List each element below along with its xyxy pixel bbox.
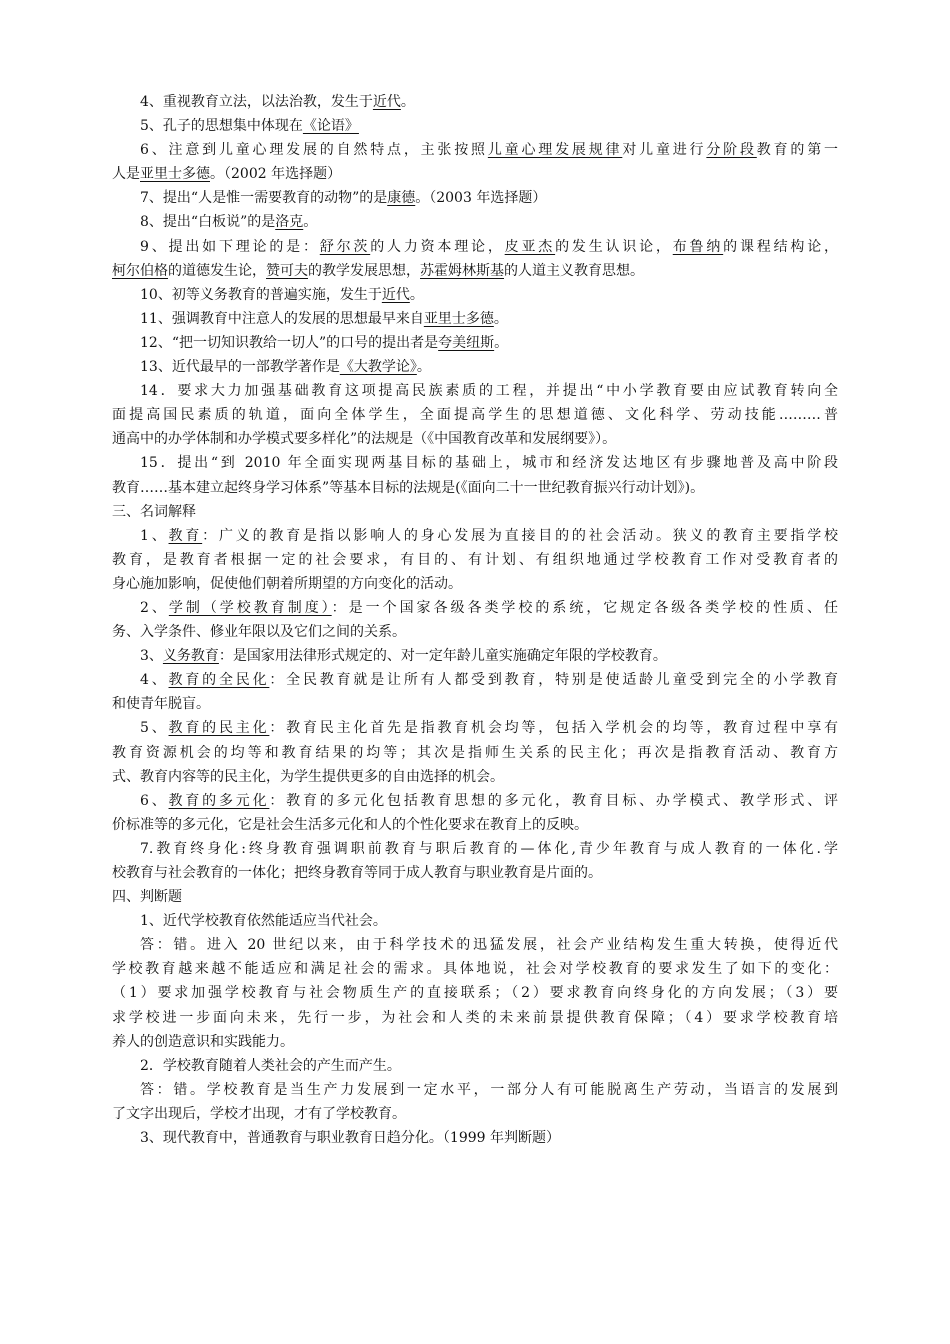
underlined-term: 教育的民主化 xyxy=(168,720,270,737)
text-segment: 教育……基本建立起终身学习体系”等基本目标的法规是(《面向二十一世纪教育振兴行动计划》)。 xyxy=(112,479,705,496)
underlined-term: 学制（学校教育制度） xyxy=(168,599,332,616)
text-line xyxy=(112,644,838,668)
text-segment: 对儿童进行 xyxy=(622,142,707,159)
text-line xyxy=(112,1030,838,1054)
underlined-term: 皮亚杰 xyxy=(504,238,556,255)
text-segment: 。（2003 年选择题） xyxy=(415,190,547,207)
text-line xyxy=(112,1006,838,1030)
text-segment: 4、 xyxy=(140,672,169,689)
text-line xyxy=(112,427,838,451)
underlined-term: 分阶段 xyxy=(706,142,757,159)
text-segment: 5、 xyxy=(140,720,169,737)
text-segment: 3、 xyxy=(140,648,163,665)
text-segment: 7、提出“人是惟一需要教育的动物”的是 xyxy=(140,190,388,207)
text-segment: 2、 xyxy=(140,599,169,616)
text-line xyxy=(112,403,838,427)
underlined-term: 洛克 xyxy=(275,214,304,231)
text-segment: ：广义的教育是指以影响人的身心发展为直接目的的社会活动。狭义的教育主要指学校 xyxy=(202,527,839,544)
text-segment: 四、判断题 xyxy=(112,889,182,906)
text-segment: 的教学发展思想， xyxy=(308,262,420,279)
text-line xyxy=(112,162,838,186)
text-line xyxy=(112,355,838,379)
text-segment: 和使青年脱盲。 xyxy=(112,696,210,713)
text-segment: 13、近代最早的一部教学著作是 xyxy=(140,359,340,376)
underlined-term: 《大教学论》 xyxy=(339,359,417,376)
text-segment: 校教育与社会教育的一体化；把终身教育等同于成人教育与职业教育是片面的。 xyxy=(112,865,602,881)
text-segment: 答：错。学校教育是当生产力发展到一定水平，一部分人有可能脱离生产劳动，当语言的发展到 xyxy=(140,1081,838,1098)
text-segment: 。 xyxy=(494,334,509,351)
text-line xyxy=(112,620,838,644)
text-line xyxy=(112,235,838,259)
text-segment: 11、强调教育中注意人的发展的思想最早来自 xyxy=(140,310,424,327)
underlined-term: 苏霍姆林斯基 xyxy=(420,262,504,279)
underlined-term: 布鲁纳 xyxy=(672,238,724,255)
text-segment: ：全民教育就是让所有人都受到教育，特别是使适龄儿童受到完全的小学教育 xyxy=(269,672,838,689)
text-line xyxy=(112,476,838,500)
text-line xyxy=(112,283,838,307)
underlined-term: 《论语》 xyxy=(302,118,359,135)
text-segment: 的人道主义教育思想。 xyxy=(504,262,644,279)
text-line xyxy=(112,331,838,355)
text-line xyxy=(112,90,838,114)
text-line xyxy=(112,692,838,716)
text-segment: 12、“把一切知识教给一切人”的口号的提出者是 xyxy=(140,334,439,351)
text-segment: 8、提出“白板说”的是 xyxy=(140,214,276,231)
text-segment: 的课程结构论， xyxy=(723,238,839,255)
text-line xyxy=(112,861,838,885)
text-segment: 9、提出如下理论的是： xyxy=(140,238,320,255)
underlined-term: 儿童心理发展规律 xyxy=(487,142,623,159)
text-segment: 10、初等义务教育的普遍实施，发生于 xyxy=(140,286,382,303)
text-line xyxy=(112,500,838,524)
text-segment: 三、名词解释 xyxy=(112,503,196,520)
text-line xyxy=(112,1126,838,1150)
text-segment: 教育，是教育者根据一定的社会要求，有目的、有计划、有组织地通过学校教育工作对受教育者的 xyxy=(112,551,838,568)
document-page xyxy=(112,90,838,1150)
text-segment: 15．提出“到 2010 年全面实现两基目标的基础上，城市和经济发达地区有步骤地普及高中阶段 xyxy=(140,455,838,472)
text-line xyxy=(112,379,838,403)
text-segment: 面提高国民素质的轨道，面向全体学生，全面提高学生的思想道德、文化科学、劳动技能………普 xyxy=(112,407,838,424)
text-line xyxy=(112,114,838,138)
underlined-term: 近代 xyxy=(372,94,401,110)
text-segment: 。 xyxy=(416,359,431,376)
text-segment: 1、近代学校教育依然能适应当代社会。 xyxy=(140,913,387,930)
text-segment: 4、重视教育立法，以法治教，发生于 xyxy=(140,94,373,110)
underlined-term: 夸美纽斯 xyxy=(438,334,495,351)
underlined-term: 义务教育 xyxy=(162,648,219,665)
underlined-term: 舒尔茨 xyxy=(319,238,371,255)
text-segment: 6、 xyxy=(140,792,169,809)
underlined-term: 亚里士多德 xyxy=(423,310,494,327)
text-segment: 式、教育内容等的民主化，为学生提供更多的自由选择的机会。 xyxy=(112,768,504,785)
text-segment: ：是国家用法律形式规定的、对一定年龄儿童实施确定年限的学校教育。 xyxy=(218,648,667,665)
text-segment: 。 xyxy=(303,214,318,231)
text-segment: 5、孔子的思想集中体现在 xyxy=(140,118,303,135)
underlined-term: 康德 xyxy=(387,190,416,207)
text-segment: 。 xyxy=(409,286,424,303)
text-line xyxy=(112,813,838,837)
text-segment: 的人力资本理论， xyxy=(370,238,505,255)
text-segment: 求学校进一步面向未来，先行一步，为社会和人类的未来前景提供教育保障；（4）要求学校教育培 xyxy=(112,1009,838,1026)
underlined-term: 亚里士多德 xyxy=(140,166,210,183)
underlined-term: 柯尔伯格 xyxy=(112,262,168,279)
text-line xyxy=(112,1102,838,1126)
text-segment: 了文字出现后，学校才出现，才有了学校教育。 xyxy=(112,1105,406,1122)
text-line xyxy=(112,259,838,283)
text-line xyxy=(112,741,838,765)
text-segment: 。 xyxy=(493,310,508,327)
text-segment: 1、 xyxy=(140,527,169,544)
text-line xyxy=(112,885,838,909)
text-segment: ：教育民主化首先是指教育机会均等，包括入学机会的均等，教育过程中享有 xyxy=(269,720,838,737)
text-line xyxy=(112,981,838,1005)
text-segment: 人是 xyxy=(112,166,140,183)
text-segment: 务、入学条件、修业年限以及它们之间的关系。 xyxy=(112,624,406,641)
underlined-term: 近代 xyxy=(381,286,410,303)
text-line xyxy=(112,524,838,548)
text-segment: 养人的创造意识和实践能力。 xyxy=(112,1033,294,1050)
text-line xyxy=(112,307,838,331)
text-segment: 的道德发生论， xyxy=(168,262,266,279)
text-line xyxy=(112,451,838,475)
text-segment: 。（2002 年选择题） xyxy=(210,166,342,183)
text-line xyxy=(112,572,838,596)
text-segment: 教育的第一 xyxy=(756,142,839,159)
text-line xyxy=(112,1078,838,1102)
text-segment: 3、现代教育中，普通教育与职业教育日趋分化。（1999 年判断题） xyxy=(140,1130,560,1147)
underlined-term: 赞可夫 xyxy=(266,262,308,279)
underlined-term: 教育 xyxy=(168,527,203,544)
text-segment: 答：错。进入 20 世纪以来，由于科学技术的迅猛发展，社会产业结构发生重大转换，使得近代 xyxy=(140,937,838,954)
text-segment: ：是一个国家各级各类学校的系统，它规定各级各类学校的性质、任 xyxy=(331,599,839,616)
text-segment: 教育资源机会的均等和教育结果的均等；其次是指师生关系的民主化；再次是指教育活动、教育方 xyxy=(112,744,838,761)
text-line xyxy=(112,1054,838,1078)
text-line xyxy=(112,548,838,572)
text-segment: 2．学校教育随着人类社会的产生而产生。 xyxy=(140,1057,401,1074)
text-line xyxy=(112,957,838,981)
text-line xyxy=(112,596,838,620)
underlined-term: 教育的全民化 xyxy=(168,672,270,689)
text-segment: （1）要求加强学校教育与社会物质生产的直接联系；（2）要求教育向终身化的方向发展；（3）要 xyxy=(112,985,838,1002)
text-line xyxy=(112,668,838,692)
text-line xyxy=(112,765,838,789)
text-line xyxy=(112,210,838,234)
text-segment: 。 xyxy=(400,94,415,110)
text-segment: 身心施加影响，促使他们朝着所期望的方向变化的活动。 xyxy=(112,575,462,592)
text-segment: 7.教育终身化:终身教育强调职前教育与职后教育的—体化,青少年教育与成人教育的一体化.学 xyxy=(140,840,838,857)
text-line xyxy=(112,837,838,861)
text-line xyxy=(112,933,838,957)
text-line xyxy=(112,909,838,933)
text-segment: 通高中的办学体制和办学模式要多样化”的法规是（《中国教育改革和发展纲要》）。 xyxy=(112,431,617,448)
text-line xyxy=(112,789,838,813)
text-line xyxy=(112,186,838,210)
text-segment: 6、注意到儿童心理发展的自然特点，主张按照 xyxy=(140,142,488,159)
underlined-term: 教育的多元化 xyxy=(168,792,270,809)
text-line xyxy=(112,138,838,162)
text-segment: 14．要求大力加强基础教育这项提高民族素质的工程，并提出“中小学教育要由应试教育转向全 xyxy=(140,383,838,400)
text-segment: 学校教育越来越不能适应和满足社会的需求。具体地说，社会对学校教育的要求发生了如下的变化： xyxy=(112,961,838,978)
text-line xyxy=(112,716,838,740)
text-segment: ：教育的多元化包括教育思想的多元化，教育目标、办学模式、教学形式、评 xyxy=(269,792,838,809)
text-segment: 价标准等的多元化，它是社会生活多元化和人的个性化要求在教育上的反映。 xyxy=(112,816,588,833)
text-segment: 的发生认识论， xyxy=(555,238,673,255)
